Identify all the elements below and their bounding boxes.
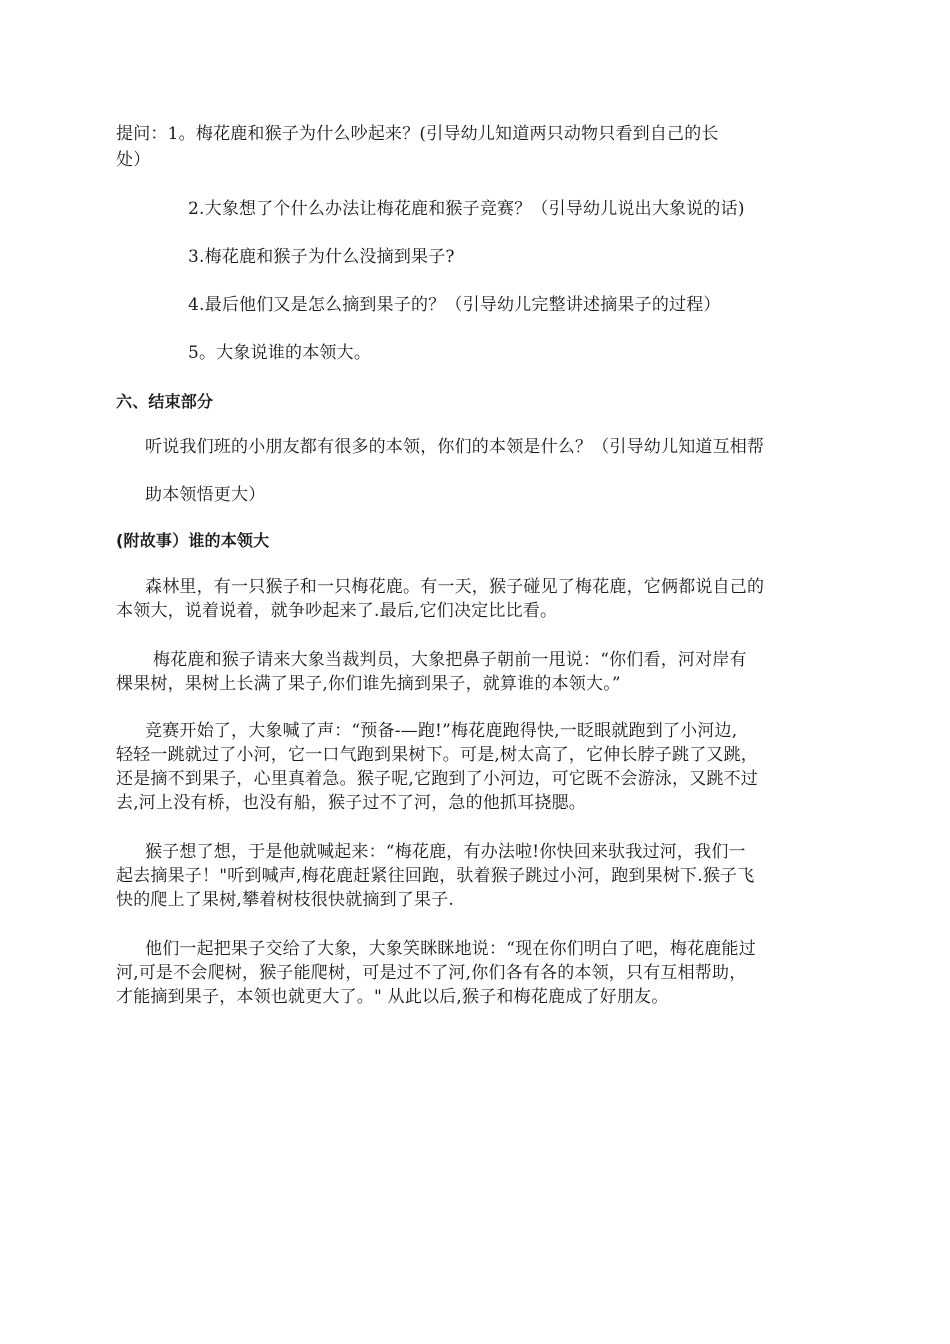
question-4: 4.最后他们又是怎么摘到果子的？（引导幼儿完整讲述摘果子的过程） bbox=[188, 295, 721, 315]
story-p5-line-2: 河,可是不会爬树，猴子能爬树，可是过不了河,你们各有各的本领，只有互相帮助， bbox=[116, 963, 747, 983]
story-p4-line-1: 猴子想了想，于是他就喊起来：“梅花鹿，有办法啦!你快回来驮我过河，我们一 bbox=[145, 842, 746, 862]
question-1-line-2: 处） bbox=[116, 150, 151, 170]
story-p5-line-1: 他们一起把果子交给了大象，大象笑眯眯地说：“现在你们明白了吧，梅花鹿能过 bbox=[145, 939, 756, 959]
story-p3-line-2: 轻轻一跳就过了小河，它一口气跑到果树下。可是,树太高了，它伸长脖子跳了又跳， bbox=[116, 745, 759, 765]
story-p1-line-2: 本领大，说着说着，就争吵起来了.最后,它们决定比比看。 bbox=[116, 601, 558, 621]
story-p1-line-1: 森林里，有一只猴子和一只梅花鹿。有一天，猴子碰见了梅花鹿，它俩都说自己的 bbox=[145, 577, 765, 597]
story-p3-line-3: 还是摘不到果子，心里真着急。猴子呢,它跑到了小河边，可它既不会游泳，又跳不过 bbox=[116, 769, 759, 789]
question-2: 2.大象想了个什么办法让梅花鹿和猴子竞赛？（引导幼儿说出大象说的话) bbox=[188, 199, 745, 219]
section-6-line-2: 助本领悟更大） bbox=[145, 485, 266, 505]
story-p4-line-2: 起去摘果子！"听到喊声,梅花鹿赶紧往回跑，驮着猴子跳过小河，跑到果树下.猴子飞 bbox=[116, 866, 755, 886]
question-1-line-1: 提问：1。梅花鹿和猴子为什么吵起来？(引导幼儿知道两只动物只看到自己的长 bbox=[116, 124, 719, 144]
story-p3-line-4: 去,河上没有桥，也没有船，猴子过不了河，急的他抓耳挠腮。 bbox=[116, 793, 587, 813]
story-p2-line-2: 棵果树，果树上长满了果子,你们谁先摘到果子，就算谁的本领大。” bbox=[116, 674, 621, 694]
story-p5-line-3: 才能摘到果子，本领也就更大了。" 从此以后,猴子和梅花鹿成了好朋友。 bbox=[116, 987, 669, 1007]
question-5: 5。大象说谁的本领大。 bbox=[188, 343, 372, 363]
story-p4-line-3: 快的爬上了果树,攀着树枝很快就摘到了果子. bbox=[116, 890, 455, 910]
story-heading: (附故事）谁的本领大 bbox=[116, 531, 270, 550]
section-6-heading: 六、结束部分 bbox=[116, 392, 214, 411]
question-3: 3.梅花鹿和猴子为什么没摘到果子? bbox=[188, 247, 455, 267]
story-p3-line-1: 竞赛开始了，大象喊了声：“预备-—跑!”梅花鹿跑得快,一眨眼就跑到了小河边, bbox=[145, 721, 738, 741]
story-p2-line-1: 梅花鹿和猴子请来大象当裁判员，大象把鼻子朝前一甩说：“你们看，河对岸有 bbox=[153, 650, 747, 670]
section-6-line-1: 听说我们班的小朋友都有很多的本领，你们的本领是什么？（引导幼儿知道互相帮 bbox=[145, 437, 765, 457]
